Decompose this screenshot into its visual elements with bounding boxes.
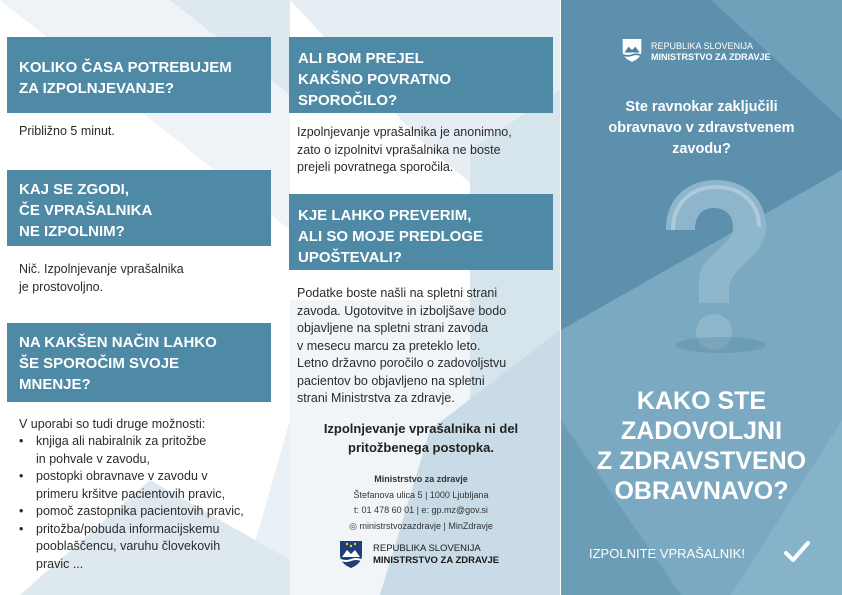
checkmark-icon xyxy=(784,540,810,564)
complaint-notice: Izpolnjevanje vprašalnika ni del pritožbenega postopka. xyxy=(323,421,519,455)
heading-other-ways xyxy=(7,323,271,402)
answer-not-filled: Nič. Izpolnjevanje vprašalnika je prostovoljno. xyxy=(19,262,184,294)
contact-phone-email: t: 01 478 60 01 | e: gp.mz@gov.si xyxy=(354,505,488,515)
heading-feedback xyxy=(289,37,553,113)
cover-subtitle: Ste ravnokar zaključili obravnavo v zdravstvenem zavodu? xyxy=(608,99,795,157)
answer-time-required: Približno 5 minut. xyxy=(19,124,115,138)
contact-name: Ministrstvo za zdravje xyxy=(374,474,468,484)
question-mark-graphic xyxy=(641,175,781,355)
list-item: • pritožba/pobuda informacijskemu pooblaščencu, varuhu človekovih pravic ... xyxy=(18,521,268,574)
logo-line1: REPUBLIKA SLOVENIJA xyxy=(373,543,481,554)
slovenia-crest-icon xyxy=(338,539,364,569)
ministry-logo-top xyxy=(621,37,821,67)
other-ways-list xyxy=(18,433,268,573)
contact-social xyxy=(289,519,553,535)
contact-address: Štefanova ulica 5 | 1000 Ljubljana xyxy=(353,489,489,500)
cta-text: IZPOLNITE VPRAŠALNIK! xyxy=(589,546,746,561)
heading-text: KAJ SE ZGODI, ČE VPRAŠALNIKA NE IZPOLNIM? xyxy=(19,181,153,240)
heading-suggestions xyxy=(289,194,553,270)
heading-text: NA KAKŠEN NAČIN LAHKO ŠE SPOROČIM SVOJE MNENJE? xyxy=(19,334,217,393)
cover-panel xyxy=(561,0,842,595)
heading-text: KOLIKO ČASA POTREBUJEM ZA IZPOLNJEVANJE? xyxy=(19,59,232,97)
answer-suggestions: Podatke boste našli na spletni strani zavoda. Ugotovitve in izboljšave bodo objavljene na spletni strani zavoda v mesecu marcu za preteklo leto. Letno državno poročilo o zadovoljstvu pacientov bo objavljeno na spletni strani Ministrstva za zdravje. xyxy=(297,286,507,405)
heading-not-filled xyxy=(7,170,271,246)
list-item: • pomoč zastopnika pacientovih pravic, xyxy=(18,503,268,521)
logo-line2: MINISTRSTVO ZA ZDRAVJE xyxy=(651,52,771,62)
social-text: ministrstvozazdravje | MinZdravje xyxy=(359,520,493,531)
cover-cta xyxy=(589,540,829,568)
answer-feedback: Izpolnjevanje vprašalnika je anonimno, zato o izpolnitvi vprašalnika ne boste prejeli povratnega sporočila. xyxy=(297,125,512,174)
list-item: • knjiga ali nabiralnik za pritožbe in pohvale v zavodu, xyxy=(18,433,268,468)
contact-block xyxy=(289,472,553,534)
list-item: • postopki obravnave v zavodu v primeru kršitve pacientovih pravic, xyxy=(18,468,268,503)
logo-line1: REPUBLIKA SLOVENIJA xyxy=(651,41,754,51)
heading-text: ALI BOM PREJEL KAKŠNO POVRATNO SPOROČILO? xyxy=(298,50,452,109)
other-ways-intro: V uporabi so tudi druge možnosti: xyxy=(19,417,206,431)
slovenia-crest-icon xyxy=(621,37,643,63)
instagram-icon: ◎ xyxy=(349,520,357,531)
logo-line2: MINISTRSTVO ZA ZDRAVJE xyxy=(373,555,500,566)
ministry-logo-bottom xyxy=(338,538,538,570)
cover-title: KAKO STE ZADOVOLJNI Z ZDRAVSTVENO OBRAVNAVO? xyxy=(596,387,807,505)
heading-text: KJE LAHKO PREVERIM, ALI SO MOJE PREDLOGE UPOŠTEVALI? xyxy=(298,207,484,266)
heading-time-required xyxy=(7,37,271,113)
